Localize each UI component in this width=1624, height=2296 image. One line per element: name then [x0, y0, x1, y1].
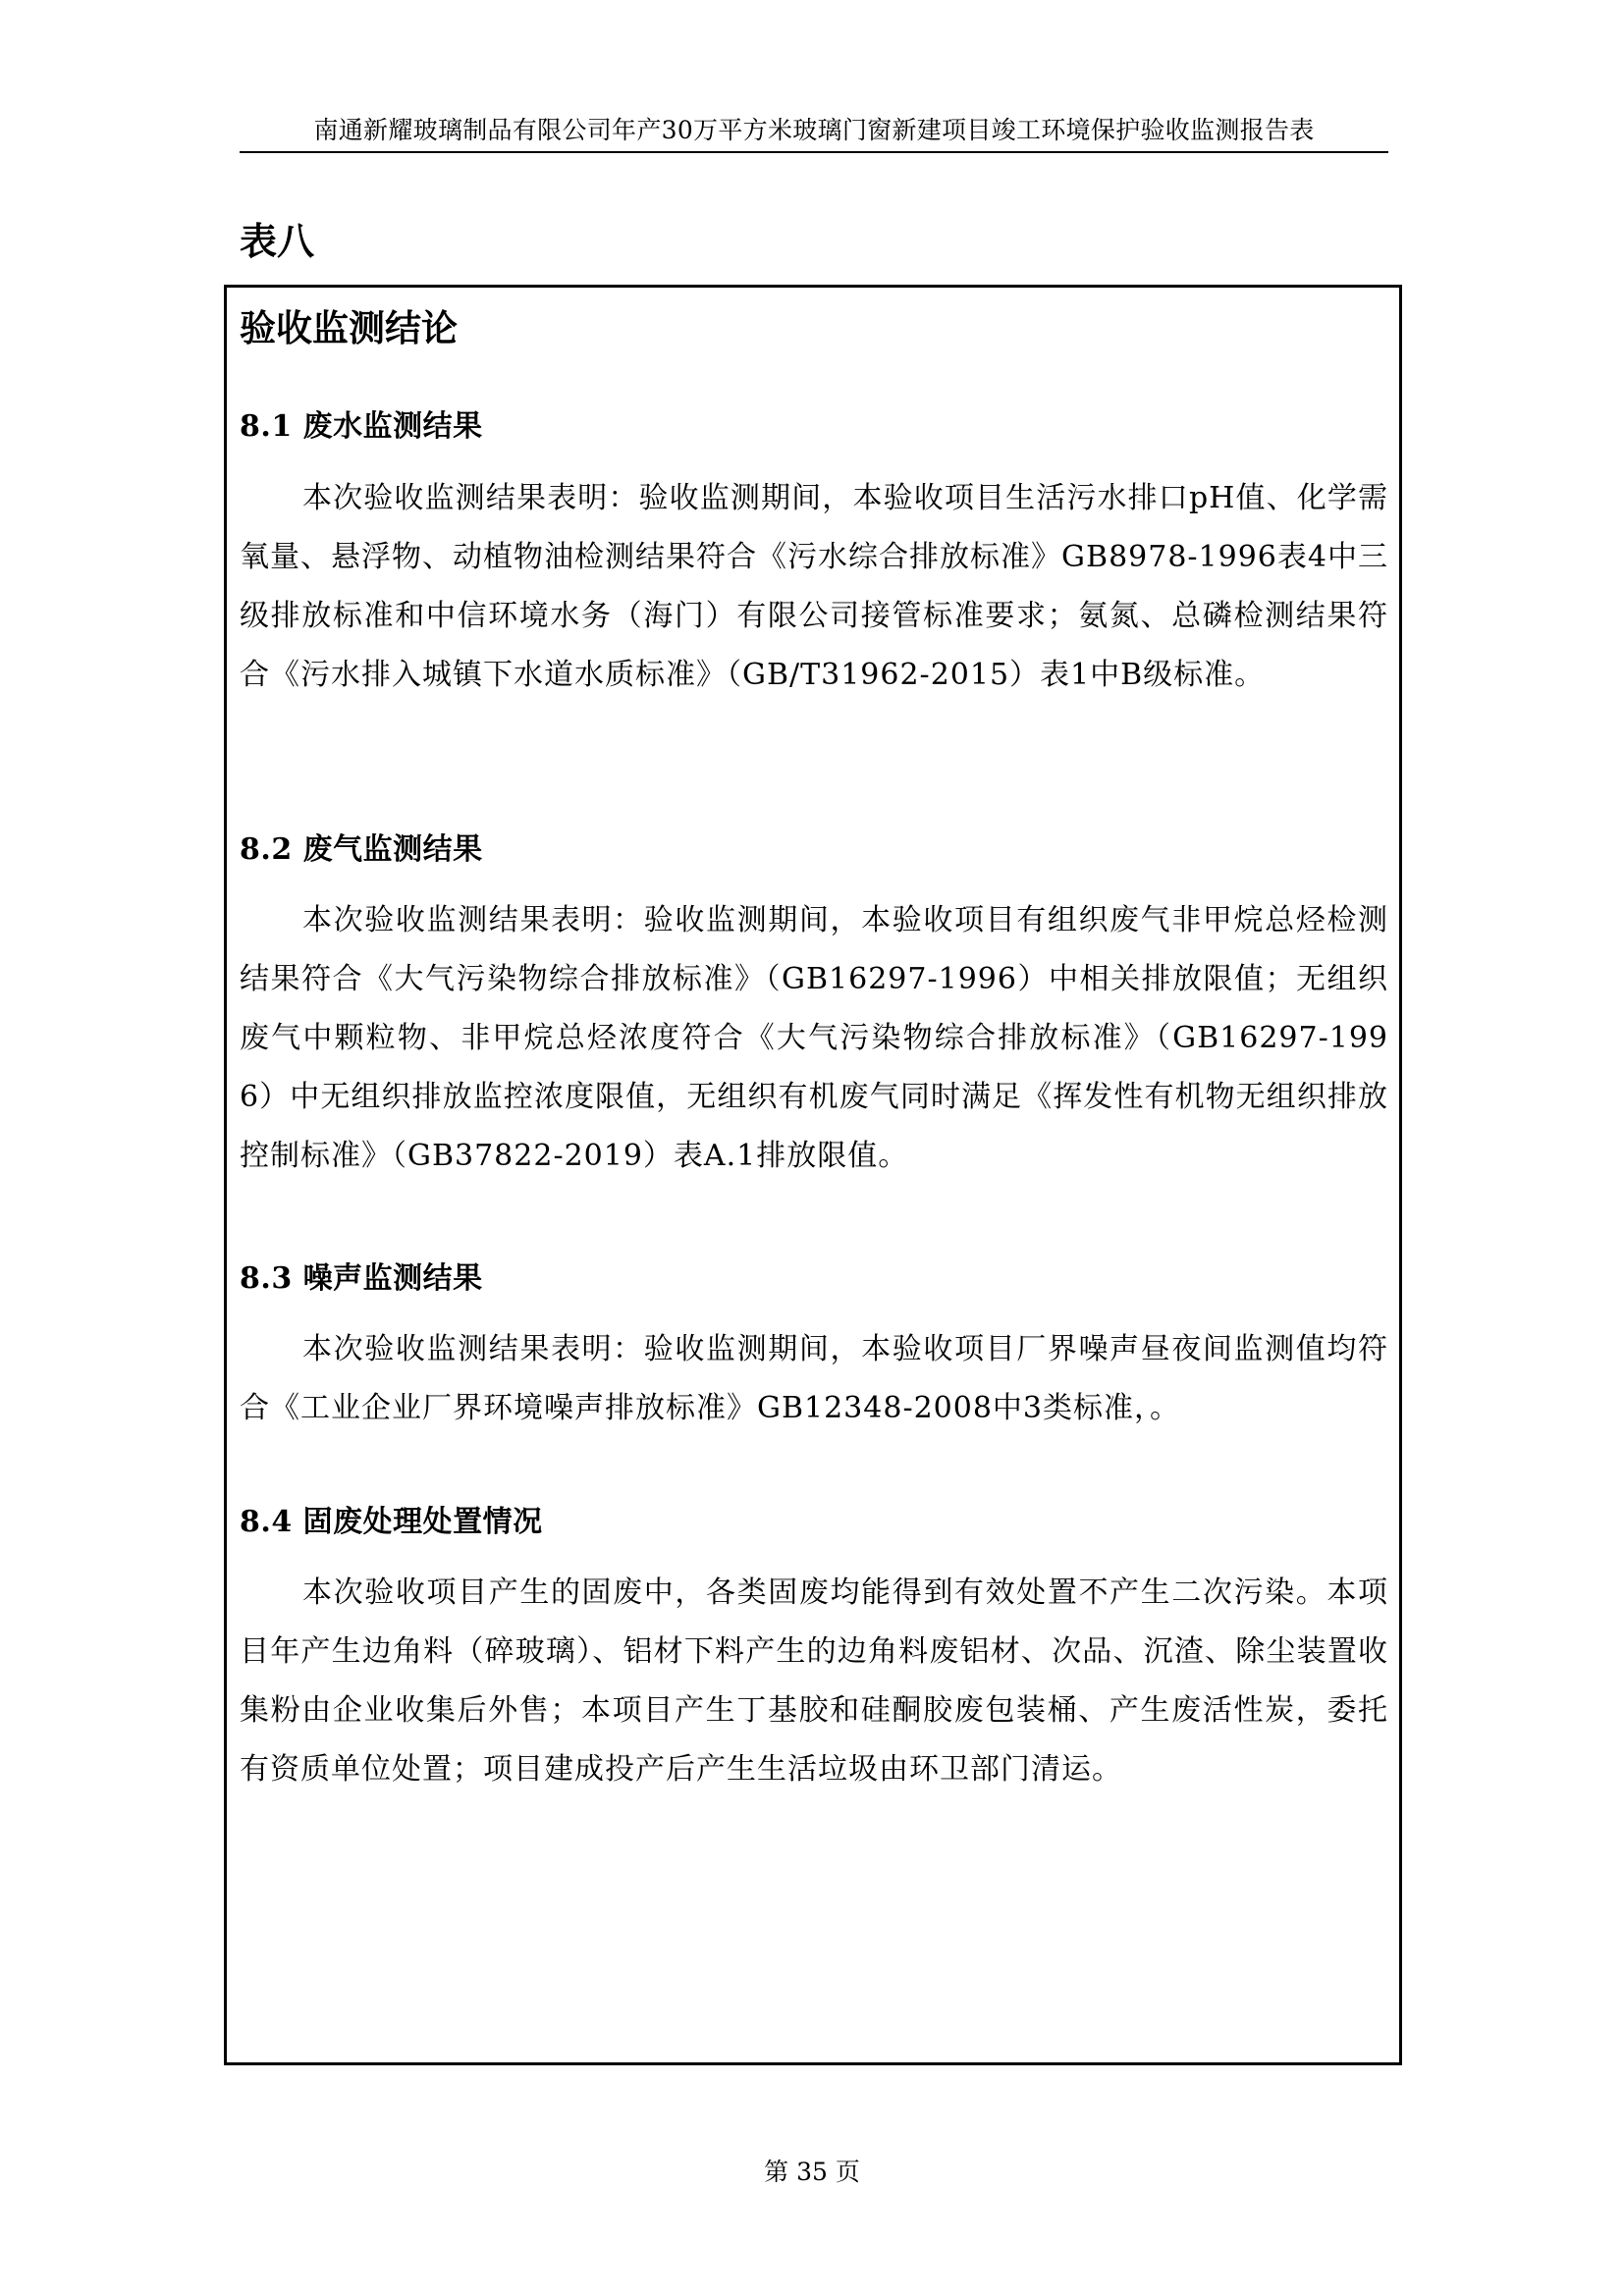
section-heading-waste-gas: 8.2 废气监测结果	[240, 832, 483, 867]
section-heading-solid-waste: 8.4 固废处理处置情况	[240, 1505, 543, 1539]
section-heading-wastewater: 8.1 废水监测结果	[240, 409, 483, 444]
section-heading-noise: 8.3 噪声监测结果	[240, 1261, 483, 1296]
table-label: 表八	[240, 219, 315, 263]
section-body-wastewater: 本次验收监测结果表明：验收监测期间，本验收项目生活污水排口pH值、化学需氧量、悬浮物、动植物油检测结果符合《污水综合排放标准》GB8978-1996表4中三级排放标准和中信环境水务（海门）有限公司接管标准要求；氨氮、总磷检测结果符合《污水排入城镇下水道水质标准》（GB/T31962-2015）表1中B级标准。	[240, 481, 1388, 692]
section-body-solid-waste: 本次验收项目产生的固废中，各类固废均能得到有效处置不产生二次污染。本项目年产生边角料（碎玻璃）、铝材下料产生的边角料废铝材、次品、沉渣、除尘装置收集粉由企业收集后外售；本项目产生丁基胶和硅酮胶废包装桶、产生废活性炭，委托有资质单位处置；项目建成投产后产生生活垃圾由环卫部门清运。	[240, 1575, 1388, 1787]
page-number: 第 35 页	[764, 2158, 860, 2186]
running-header: 南通新耀玻璃制品有限公司年产30万平方米玻璃门窗新建项目竣工环境保护验收监测报告表	[313, 116, 1315, 144]
conclusion-title: 验收监测结论	[240, 306, 458, 349]
section-body-noise: 本次验收监测结果表明：验收监测期间，本验收项目厂界噪声昼夜间监测值均符合《工业企业厂界环境噪声排放标准》GB12348-2008中3类标准，。	[240, 1332, 1388, 1425]
header-divider	[240, 151, 1388, 153]
section-body-waste-gas: 本次验收监测结果表明：验收监测期间，本验收项目有组织废气非甲烷总烃检测结果符合《大气污染物综合排放标准》（GB16297-1996）中相关排放限值；无组织废气中颗粒物、非甲烷总烃浓度符合《大气污染物综合排放标准》（GB16297-1996）中无组织排放监控浓度限值，无组织有机废气同时满足《挥发性有机物无组织排放控制标准》（GB37822-2019）表A.1排放限值。	[240, 903, 1388, 1173]
